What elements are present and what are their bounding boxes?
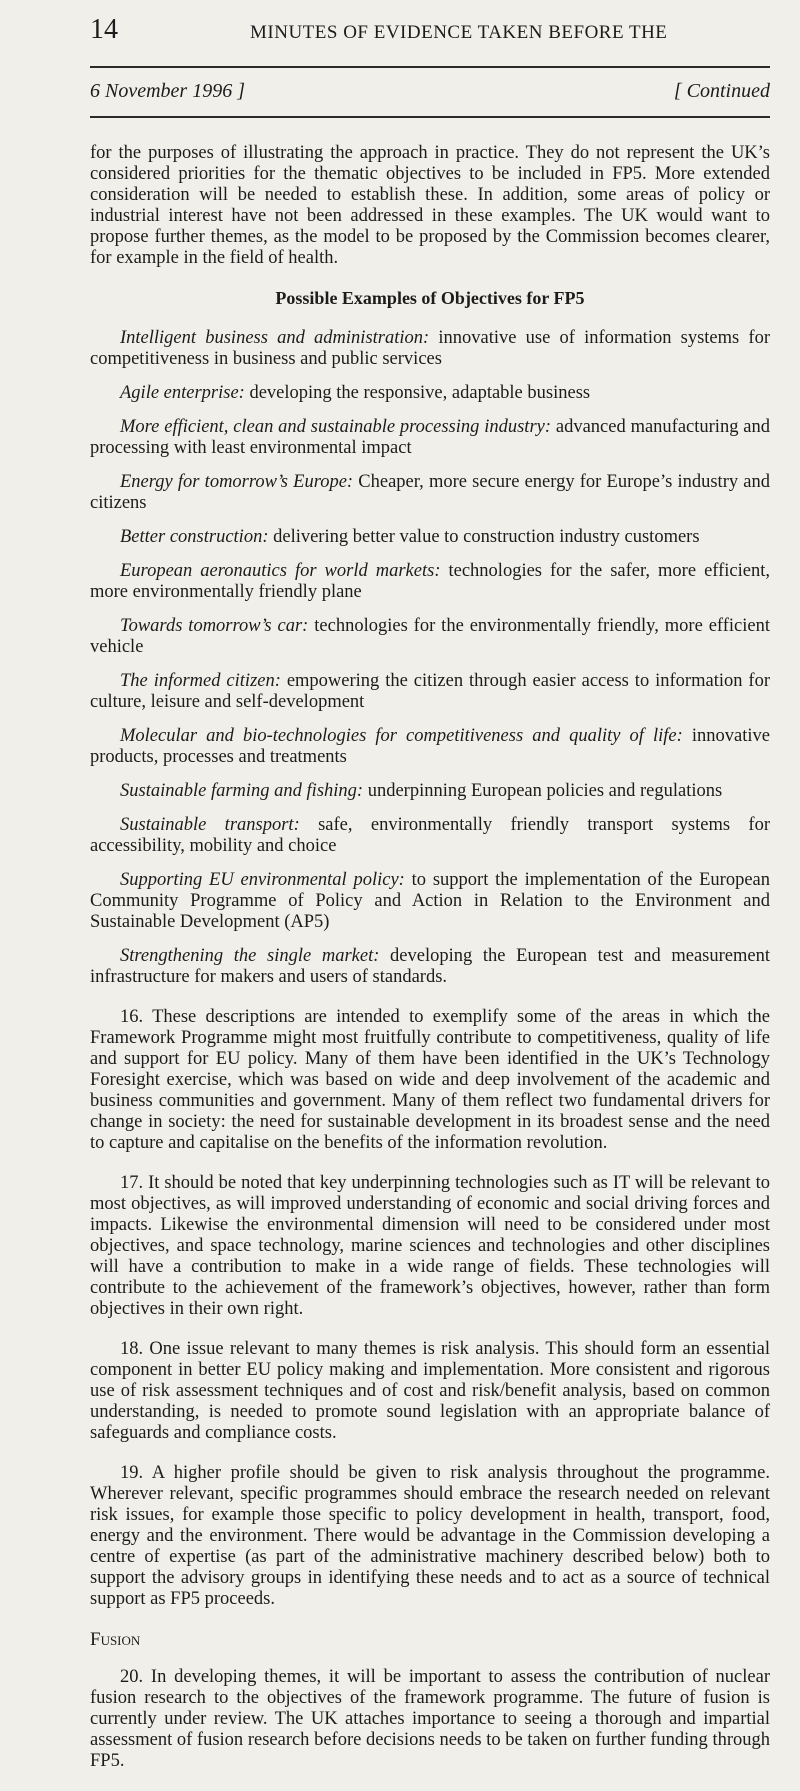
objective-item [90, 781, 770, 802]
paragraph-18: 18. One issue relevant to many themes is risk analysis. This should form an essential component in better EU policy making and implementation. More consistent and rigorous use of risk assessment techniques and of cost and risk/benefit analysis, based on common understanding, is needed to promote sound legislation with an appropriate balance of safeguards and compliance costs. [90, 1339, 770, 1443]
page-number: 14 [90, 14, 118, 45]
objective-text: safe, environmentally friendly transport systems for accessibility, mobility and choice [90, 815, 770, 856]
objective-text: advanced manufacturing and processing with least environmental impact [90, 417, 770, 458]
objective-term: Better construction: [120, 527, 269, 547]
objective-item [90, 328, 770, 370]
objective-term: Agile enterprise: [120, 383, 245, 403]
objective-text: to support the implementation of the European Community Programme of Policy and Action in Relation to the Environment and Sustainable Development (AP5) [90, 870, 771, 932]
objective-item [90, 527, 770, 548]
objective-term: Molecular and bio-technologies for competitiveness and quality of life: [120, 726, 683, 746]
objective-text: innovative products, processes and treatments [90, 726, 770, 767]
intro-paragraph: for the purposes of illustrating the approach in practice. They do not represent the UK’s considered priorities for the thematic objectives to be included in FP5. More extended consideration will be needed to establish these. In addition, some areas of policy or industrial interest have not been addressed in these examples. The UK would want to propose further themes, as the model to be proposed by the Commission becomes clearer, for example in the field of health. [90, 143, 770, 268]
objective-text: technologies for the safer, more efficient, more environmentally friendly plane [90, 561, 770, 602]
objective-text: empowering the citizen through easier access to information for culture, leisure and self-development [90, 671, 770, 712]
objective-term: Sustainable farming and fishing: [120, 781, 364, 801]
objective-item [90, 870, 770, 933]
objective-item [90, 671, 770, 713]
objective-text: delivering better value to construction industry customers [268, 527, 700, 547]
objective-term: European aeronautics for world markets: [120, 561, 441, 581]
dateline [90, 80, 770, 103]
objective-item [90, 472, 770, 514]
fusion-heading: Fusion [90, 1629, 141, 1650]
continued-label: [ Continued [673, 80, 770, 102]
paragraph-16: 16. These descriptions are intended to exemplify some of the areas in which the Framework Programme might most fruitfully contribute to competitiveness, quality of life and support for EU policy. Many of them have been identified in the UK’s Technology Foresight exercise, which was based on wide and deep involvement of the academic and business communities and government. Many of them reflect two fundamental drivers for change in society: the need for sustainable development in its broadest sense and the need to capture and capitalise on the benefits of the information revolution. [90, 1007, 770, 1153]
section-heading: Possible Examples of Objectives for FP5 [275, 288, 585, 308]
objective-term: Energy for tomorrow’s Europe: [120, 472, 354, 492]
objective-text: Cheaper, more secure energy for Europe’s industry and citizens [90, 472, 770, 513]
paragraph-17: 17. It should be noted that key underpinning technologies such as IT will be relevant to most objectives, as will improved understanding of economic and social driving forces and impacts. Likewise the environmental dimension will need to be considered under most objectives, and space technology, marine sciences and technologies and other disciplines will have a contribution to make in a wide range of fields. These technologies will contribute to the achievement of the framework’s objectives, however, rather than form objectives in their own right. [90, 1173, 770, 1319]
objective-item [90, 383, 770, 404]
paragraph-20: 20. In developing themes, it will be important to assess the contribution of nuclear fusion research to the objectives of the framework programme. The future of fusion is currently under review. The UK attaches importance to seeing a thorough and impartial assessment of fusion research before decisions needs to be taken on further funding through FP5. [90, 1667, 770, 1771]
objective-item [90, 815, 770, 857]
objective-item [90, 561, 770, 603]
objective-item [90, 946, 770, 988]
objective-text: developing the responsive, adaptable business [244, 383, 591, 403]
objective-item [90, 726, 770, 768]
objective-term: More efficient, clean and sustainable processing industry: [120, 417, 552, 437]
objective-item [90, 417, 770, 459]
dateline-rule [90, 116, 770, 118]
objective-term: Strengthening the single market: [120, 946, 380, 966]
objective-term: The informed citizen: [120, 671, 281, 691]
running-header [90, 14, 770, 44]
objective-term: Supporting EU environmental policy: [120, 870, 405, 890]
session-date: 6 November 1996 ] [90, 80, 245, 102]
objective-text: technologies for the environmentally friendly, more efficient vehicle [90, 616, 770, 657]
header-title: MINUTES OF EVIDENCE TAKEN BEFORE THE [250, 22, 668, 43]
objective-text: underpinning European policies and regulations [363, 781, 723, 801]
objective-term: Intelligent business and administration: [120, 328, 430, 348]
objective-text: innovative use of information systems for competitiveness in business and public services [90, 328, 770, 369]
objective-term: Towards tomorrow’s car: [120, 616, 309, 636]
objective-item [90, 616, 770, 658]
header-rule [90, 66, 770, 68]
objective-term: Sustainable transport: [120, 815, 300, 835]
objective-text: developing the European test and measurement infrastructure for makers and users of standards. [90, 946, 770, 987]
body-text [90, 143, 770, 1791]
paragraph-19: 19. A higher profile should be given to risk analysis throughout the programme. Wherever relevant, specific programmes should embrace the research needed on relevant risk issues, for example those specific to policy development in health, transport, food, energy and the environment. There would be advantage in the Commission developing a centre of expertise (as part of the administrative machinery described below) both to support the advisory groups in identifying these needs and to act as a source of technical support as FP5 proceeds. [90, 1463, 770, 1609]
